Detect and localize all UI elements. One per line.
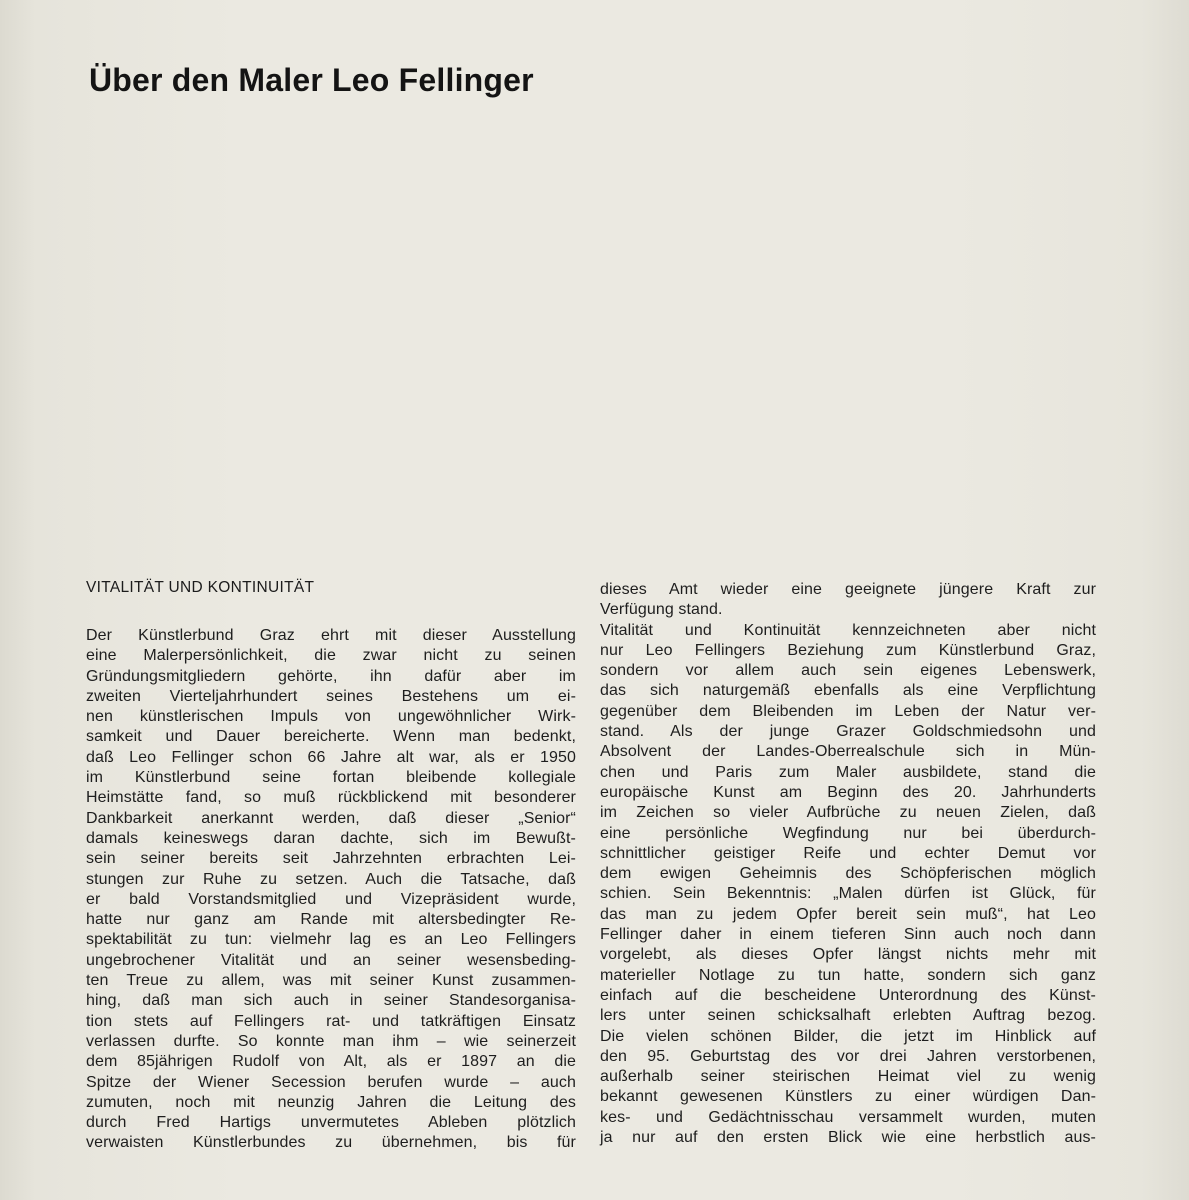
text-line: chen und Paris zum Maler ausbildete, stand die — [600, 763, 1096, 781]
text-line: Spitze der Wiener Secession berufen wurde – auch — [86, 1073, 576, 1091]
text-line: stungen zur Ruhe zu setzen. Auch die Tatsache, daß — [86, 870, 576, 888]
text-line: samkeit und Dauer bereicherte. Wenn man bedenkt, — [86, 728, 576, 746]
text-line: eine persönliche Wegfindung nur bei überdurch- — [600, 824, 1096, 842]
text-line: einfach auf die bescheidene Unterordnung des Künst- — [600, 986, 1096, 1004]
text-line: damals keineswegs daran dachte, sich im Bewußt- — [86, 829, 576, 847]
text-line: bekannt gewesenen Künstlers zu einer würdigen Dan- — [600, 1088, 1096, 1106]
text-line: nen künstlerischen Impuls von ungewöhnlicher Wirk- — [86, 708, 576, 726]
text-line: kes- und Gedächtnisschau versammelt wurden, muten — [600, 1108, 1096, 1126]
section-heading: VITALITÄT UND KONTINUITÄT — [86, 579, 315, 596]
text-line: hing, daß man sich auch in seiner Standesorganisa- — [86, 992, 576, 1010]
text-line: spektabilität zu tun: vielmehr lag es an Leo Fellingers — [86, 931, 576, 949]
text-line: materieller Notlage zu tun hatte, sondern sich ganz — [600, 966, 1096, 984]
left-column-paragraph — [86, 626, 576, 1154]
text-line: schnittlicher geistiger Reife und echter Demut vor — [600, 844, 1096, 862]
text-line: das man zu jedem Opfer bereit sein muß“, hat Leo — [600, 905, 1096, 923]
text-line: europäische Kunst am Beginn des 20. Jahrhunderts — [600, 783, 1096, 801]
text-line: dem ewigen Geheimnis des Schöpferischen möglich — [600, 865, 1096, 883]
text-line: Der Künstlerbund Graz ehrt mit dieser Ausstellung — [86, 627, 576, 644]
text-line: verlassen durfte. So konnte man ihm – wie seinerzeit — [86, 1032, 576, 1050]
text-line: stand. Als der junge Grazer Goldschmiedsohn und — [600, 723, 1096, 741]
text-line: ungebrochener Vitalität und an seiner wesensbeding- — [86, 951, 576, 969]
text-line: schien. Sein Bekenntnis: „Malen dürfen ist Glück, für — [600, 885, 1096, 903]
left-text-column — [86, 578, 576, 1154]
text-line: zweiten Vierteljahrhundert seines Bestehens um ei- — [86, 687, 576, 705]
text-line: verwaisten Künstlerbundes zu übernehmen, bis für — [86, 1134, 576, 1152]
text-line: vorgelebt, als dieses Opfer längst nichts mehr mit — [600, 946, 1096, 964]
text-line: daß Leo Fellinger schon 66 Jahre alt war, als er 1950 — [86, 748, 576, 766]
text-line: eine Malerpersönlichkeit, die zwar nicht zu seinen — [86, 647, 576, 665]
text-line: Heimstätte fand, so muß rückblickend mit besonderer — [86, 789, 576, 807]
right-text-column — [600, 580, 1096, 1148]
right-column-paragraph — [600, 580, 1096, 1148]
text-line: ten Treue zu allem, was mit seiner Kunst zusammen- — [86, 972, 576, 990]
text-line: tion stets auf Fellingers rat- und tatkräftigen Einsatz — [86, 1012, 576, 1030]
text-line: Die vielen schönen Bilder, die jetzt im Hinblick auf — [600, 1027, 1096, 1045]
text-line: sein seiner bereits seit Jahrzehnten erbrachten Lei- — [86, 850, 576, 868]
text-line: Gründungsmitgliedern gehörte, ihn dafür aber im — [86, 667, 576, 685]
text-line: außerhalb seiner steirischen Heimat viel zu wenig — [600, 1068, 1096, 1086]
text-line: sondern vor allem auch sein eigenes Lebenswerk, — [600, 662, 1096, 680]
text-line: nur Leo Fellingers Beziehung zum Künstlerbund Graz, — [600, 641, 1096, 659]
text-line: dem 85jährigen Rudolf von Alt, als er 1897 an die — [86, 1053, 576, 1071]
text-line: dieses Amt wieder eine geeignete jüngere Kraft zur — [600, 581, 1096, 598]
text-line: Absolvent der Landes-Oberrealschule sich in Mün- — [600, 743, 1096, 761]
text-line: im Zeichen so vieler Aufbrüche zu neuen Zielen, daß — [600, 804, 1096, 822]
page-title: Über den Maler Leo Fellinger — [89, 62, 534, 98]
text-line: Vitalität und Kontinuität kennzeichneten aber nicht — [600, 621, 1096, 639]
text-line: hatte nur ganz am Rande mit altersbedingter Re- — [86, 911, 576, 929]
text-line: im Künstlerbund seine fortan bleibende kollegiale — [86, 769, 576, 787]
text-line: Dankbarkeit anerkannt werden, daß dieser „Senior“ — [86, 809, 576, 827]
text-line: gegenüber dem Bleibenden im Leben der Natur ver- — [600, 702, 1096, 720]
text-line: Fellinger daher in einem tieferen Sinn auch noch dann — [600, 926, 1096, 944]
text-line: er bald Vorstandsmitglied und Vizepräsident wurde, — [86, 890, 576, 908]
text-line: durch Fred Hartigs unvermutetes Ableben plötzlich — [86, 1114, 576, 1132]
text-line: das sich naturgemäß ebenfalls als eine Verpflichtung — [600, 682, 1096, 700]
text-line: Verfügung stand. — [600, 601, 723, 619]
text-line: den 95. Geburtstag des vor drei Jahren verstorbenen, — [600, 1047, 1096, 1065]
text-line: lers unter seinen schicksalhaft erlebten Auftrag bezog. — [600, 1007, 1096, 1025]
text-line: ja nur auf den ersten Blick wie eine herbstlich aus- — [600, 1129, 1096, 1147]
text-line: zumuten, noch mit neunzig Jahren die Leitung des — [86, 1093, 576, 1111]
